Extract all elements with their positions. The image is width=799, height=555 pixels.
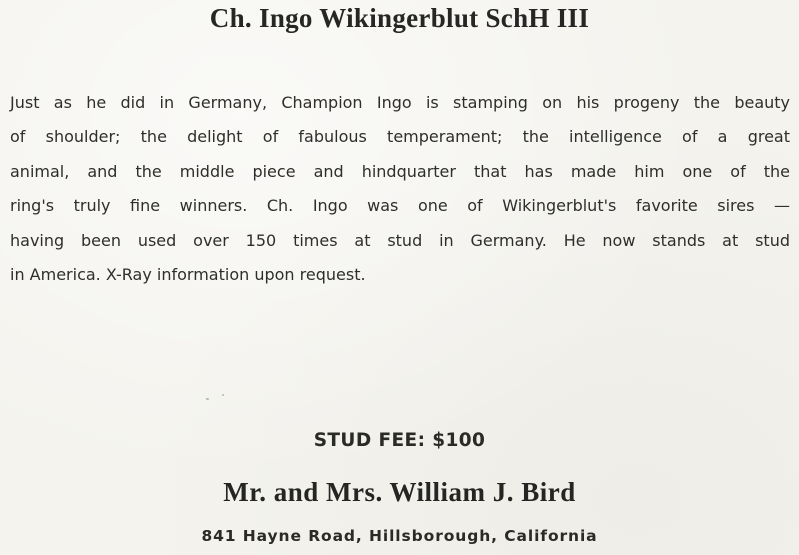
stud-fee: STUD FEE: $100 — [313, 430, 486, 451]
description-line: of shoulder; the delight of fabulous temperament; the intelligence of a great — [10, 127, 790, 147]
description-line: ring's truly fine winners. Ch. Ingo was one of Wikingerblut's favorite sires — — [10, 196, 790, 216]
owner-name: Mr. and Mrs. William J. Bird — [223, 477, 576, 507]
description-paragraph — [10, 86, 790, 292]
description-line: Just as he did in Germany, Champion Ingo is stamping on his progeny the beauty — [10, 93, 790, 112]
description-line: in America. X-Ray information upon request. — [10, 265, 366, 285]
paper-speck — [206, 398, 209, 400]
description-line: animal, and the middle piece and hindquarter that has made him one of the — [10, 161, 790, 181]
paper-speck — [222, 394, 224, 396]
owner-address: 841 Hayne Road, Hillsborough, California — [201, 527, 598, 545]
page-title: Ch. Ingo Wikingerblut SchH III — [209, 3, 590, 33]
description-line: having been used over 150 times at stud in Germany. He now stands at stud — [10, 230, 790, 250]
